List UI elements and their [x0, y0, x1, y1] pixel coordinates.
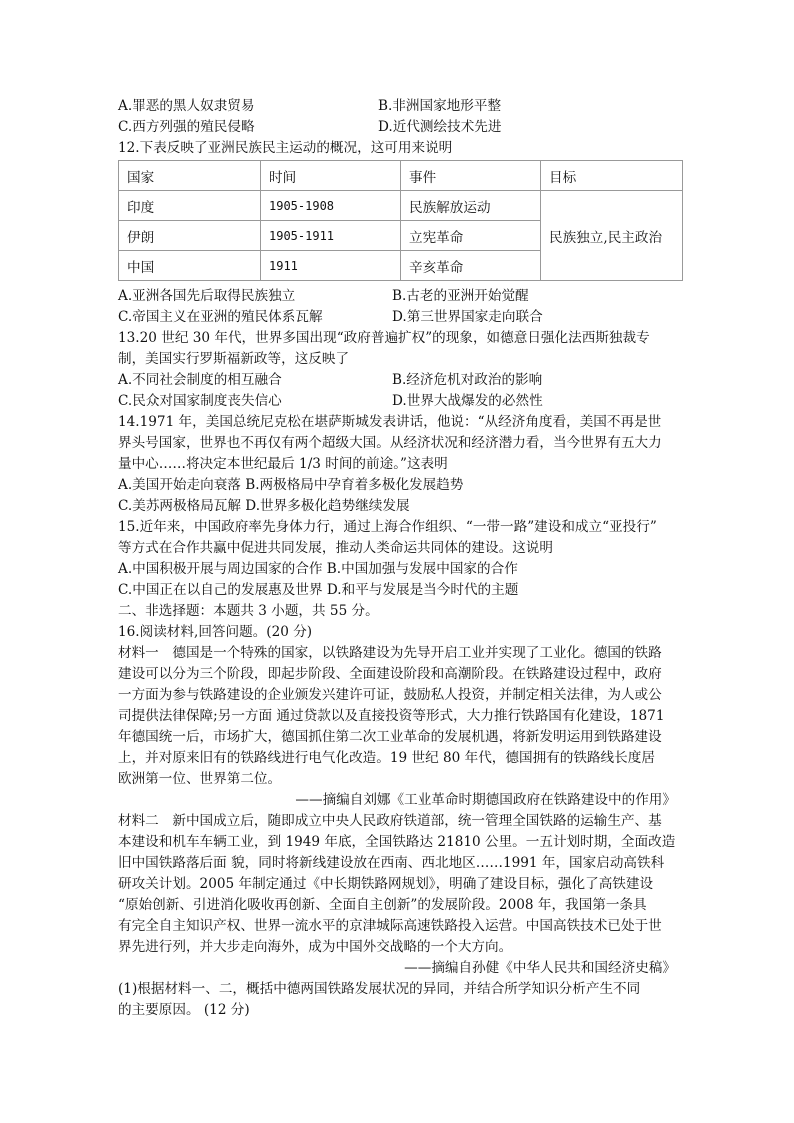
table-header-row	[119, 161, 683, 191]
q12-option-b: B.古老的亚洲开始觉醒	[392, 288, 529, 304]
q15-stem-line2: 等方式在合作共赢中促进共同发展，推动人类命运共同体的建设。这说明	[118, 540, 553, 556]
q15-options-cd: C.中国正在以自己的发展惠及世界 D.和平与发展是当今时代的主题	[118, 582, 519, 598]
q13-stem-line1: 13.20 世纪 30 年代，世界多国出现“政府普遍扩权”的现象，如德意日强化法西斯独裁专	[118, 330, 650, 346]
q13-option-d: D.世界大战爆发的必然性	[392, 393, 543, 409]
q12-option-a: A.亚洲各国先后取得民族独立	[118, 288, 296, 304]
q12-option-c: C.帝国主义在亚洲的殖民体系瓦解	[118, 309, 323, 325]
q13-option-b: B.经济危机对政治的影响	[392, 372, 543, 388]
q12-option-d: D.第三世界国家走向联合	[392, 309, 543, 325]
table-cell-event: 立宪革命	[401, 221, 541, 251]
material-one-line: 一方面为参与铁路建设的企业颁发兴建许可证，鼓励私人投资，并制定相关法律，为人或公	[118, 687, 662, 703]
material-two-source: ——摘编自孙健《中华人民共和国经济史稿》	[404, 960, 676, 976]
q11-option-d: D.近代测绘技术先进	[378, 119, 502, 135]
q11-option-a: A.罪恶的黑人奴隶贸易	[118, 98, 255, 114]
table-header-cell: 国家	[119, 161, 261, 191]
material-two-line: “原始创新、引进消化吸收再创新、全面自主创新”的发展阶段。2008 年，我国第一条具	[118, 897, 647, 913]
q14-options-cd: C.美苏两极格局瓦解 D.世界多极化趋势继续发展	[118, 498, 410, 514]
q11-option-b: B.非洲国家地形平整	[378, 98, 502, 114]
table-cell-time: 1911	[261, 251, 401, 281]
table-row	[119, 191, 683, 221]
material-one-line: 司提供法律保障;另一方面 通过贷款以及直接投资等形式，大力推行铁路国有化建设，1871	[118, 708, 665, 724]
q14-stem-line2: 界头号国家，世界也不再仅有两个超级大国。从经济状况和经济潜力看，当今世界有五大力	[118, 435, 662, 451]
q14-stem-line3: 量中心……将决定本世纪最后 1/3 时间的前途。”这表明	[118, 456, 448, 472]
material-one-line: 年德国统一后，市场扩大，德国抓住第二次工业革命的发展机遇，将新发明运用到铁路建设	[118, 729, 662, 745]
table-header-cell: 目标	[541, 161, 683, 191]
table-header-cell: 事件	[401, 161, 541, 191]
q16-subquestion-1-line2: 的主要原因。 (12 分)	[118, 1002, 250, 1018]
q11-option-c: C.西方列强的殖民侵略	[118, 119, 255, 135]
material-one-line: 上，并对原来旧有的铁路线进行电气化改造。19 世纪 80 年代，德国拥有的铁路线长度居	[118, 750, 655, 766]
table-cell-country: 伊朗	[119, 221, 261, 251]
material-one-line: 欧洲第一位、世界第二位。	[118, 771, 282, 787]
table-cell-event: 民族解放运动	[401, 191, 541, 221]
table-header-cell: 时间	[261, 161, 401, 191]
table-cell-time: 1905-1908	[261, 191, 401, 221]
material-two-line: 材料二 新中国成立后，随即成立中央人民政府铁道部，统一管理全国铁路的运输生产、基	[118, 813, 662, 829]
q15-options-ab: A.中国积极开展与周边国家的合作 B.中国加强与发展中国家的合作	[118, 561, 518, 577]
table-cell-country: 印度	[119, 191, 261, 221]
q14-stem-line1: 14.1971 年，美国总统尼克松在堪萨斯城发表讲话，他说：“从经济角度看，美国不再是世	[118, 414, 662, 430]
material-one-line: 材料一 德国是一个特殊的国家，以铁路建设为先导开启工业并实现了工业化。德国的铁路	[118, 645, 662, 661]
q14-options-ab: A.美国开始走向衰落 B.两极格局中孕育着多极化发展趋势	[118, 477, 464, 493]
material-one-source: ——摘编自刘娜《工业革命时期德国政府在铁路建设中的作用》	[295, 792, 676, 808]
material-two-line: 旧中国铁路落后面 貌，同时将新线建设放在西南、西北地区……1991 年，国家启动高铁科	[118, 855, 665, 871]
table-cell-country: 中国	[119, 251, 261, 281]
q13-option-c: C.民众对国家制度丧失信心	[118, 393, 282, 409]
q15-stem-line1: 15.近年来，中国政府率先身体力行，通过上海合作组织、“一带一路”建设和成立“亚投行”	[118, 519, 657, 535]
material-two-line: 研攻关计划。2005 年制定通过《中长期铁路网规划》，明确了建设目标，强化了高铁建设	[118, 876, 654, 892]
section-heading: 二、非选择题：本题共 3 小题，共 55 分。	[118, 603, 379, 619]
material-one-line: 建设可以分为三个阶段，即起步阶段、全面建设阶段和高潮阶段。在铁路建设过程中，政府	[118, 666, 662, 682]
q12-table	[118, 160, 683, 281]
material-two-line: 界先进行列，并大步走向海外，成为中国外交战略的一个大方向。	[118, 939, 513, 955]
q13-stem-line2: 制，美国实行罗斯福新政等，这反映了	[118, 351, 350, 367]
q12-stem: 12.下表反映了亚洲民族民主运动的概况，这可用来说明	[118, 140, 453, 156]
q16-subquestion-1-line1: (1)根据材料一、二，概括中德两国铁路发展状况的异同，并结合所学知识分析产生不同	[118, 981, 641, 997]
table-cell-goal: 民族独立,民主政治	[541, 191, 683, 281]
table-cell-time: 1905-1911	[261, 221, 401, 251]
q13-option-a: A.不同社会制度的相互融合	[118, 372, 282, 388]
material-two-line: 有完全自主知识产权、世界一流水平的京津城际高速铁路投入运营。中国高铁技术已处于世	[118, 918, 662, 934]
table-cell-event: 辛亥革命	[401, 251, 541, 281]
material-two-line: 本建设和机车车辆工业，到 1949 年底，全国铁路达 21810 公里。一五计划时期，全面改造	[118, 834, 676, 850]
q16-stem: 16.阅读材料,回答问题。(20 分)	[118, 624, 313, 640]
